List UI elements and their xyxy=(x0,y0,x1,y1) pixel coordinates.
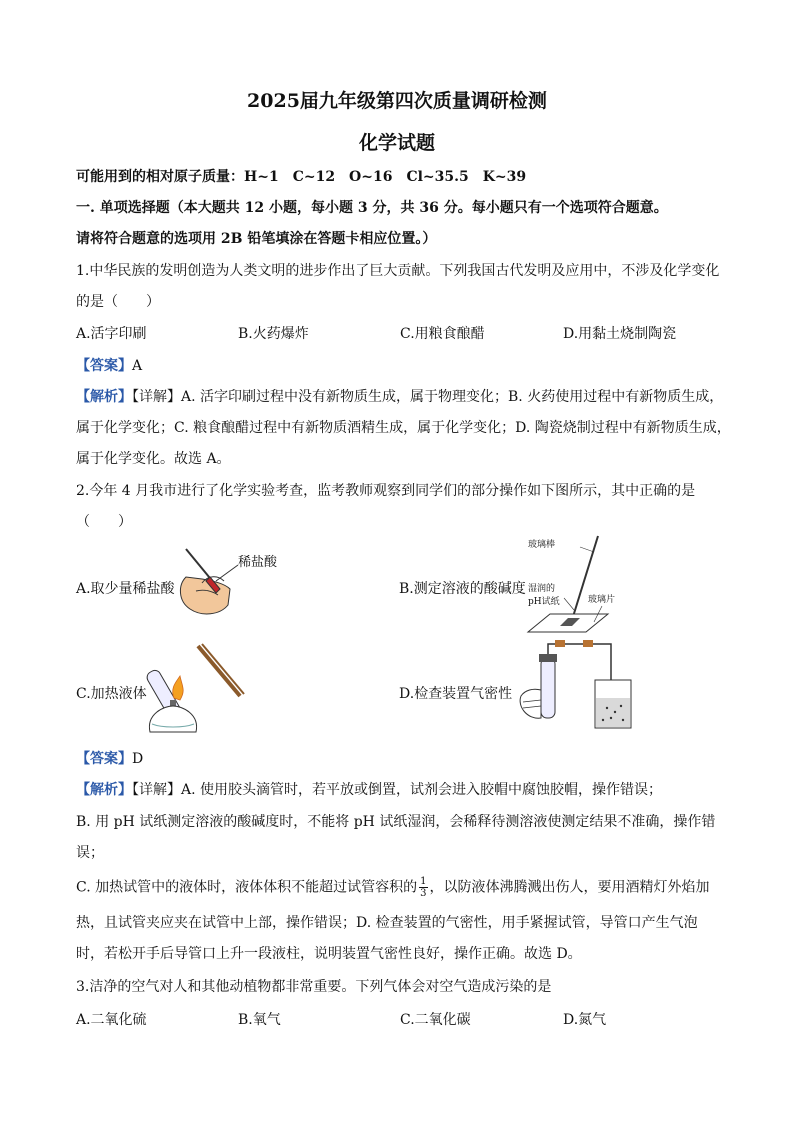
analysis-tag: 【解析】 xyxy=(76,389,132,405)
q1-option-d: D.用黏土烧制陶瓷 xyxy=(563,326,677,342)
q3-stem: 3.洁净的空气对人和其他动植物都非常重要。下列气体会对空气造成污染的是 xyxy=(76,979,552,995)
q1-analysis-line2: 属于化学变化；C. 粮食酿醋过程中有新物质酒精生成，属于化学变化；D. 陶瓷烧制过程中有新物质生成， xyxy=(76,420,731,436)
q2-stem-line1: 2.今年 4 月我市进行了化学实验考查，监考教师观察到同学们的部分操作如下图所示，其中正确的是 xyxy=(76,483,696,499)
q1-analysis-line3: 属于化学变化。故选 A。 xyxy=(76,451,231,467)
analysis-tag: 【解析】 xyxy=(76,782,132,798)
q2-analysis-line5: 热，且试管夹应夹在试管中上部，操作错误；D. 检查装置的气密性，用手紧握试管，导管口产生气泡 xyxy=(76,915,698,931)
q2-analysis-text1: 【详解】A. 使用胶头滴管时，若平放或倒置，试剂会进入胶帽中腐蚀胶帽，操作错误； xyxy=(132,782,663,798)
q2-stem-line2: （ ） xyxy=(76,514,132,530)
q1-analysis-line1 xyxy=(76,386,723,406)
q1-option-c: C.用粮食酿醋 xyxy=(400,326,485,342)
q2-analysis-line4 xyxy=(76,876,710,899)
q2-analysis-line1 xyxy=(76,779,662,799)
q3-option-c: C.二氧化碳 xyxy=(400,1012,471,1028)
dropper-label: 稀盐酸 xyxy=(238,555,278,570)
atomic-masses-line: 可能用到的相对原子质量：H~1 C~12 O~16 Cl~35.5 K~39 xyxy=(76,169,527,185)
q2-option-b: B.测定溶液的酸碱度 xyxy=(399,581,526,597)
q3-option-d: D.氮气 xyxy=(563,1012,607,1028)
dropper-hand-figure xyxy=(172,545,282,625)
section-heading-line2: 请将符合题意的选项用 2B 铅笔填涂在答题卡相应位置。） xyxy=(76,231,437,247)
q1-stem-line2: 的是（ ） xyxy=(76,294,160,310)
q1-option-a: A.活字印刷 xyxy=(76,326,147,342)
q3-option-a: A.二氧化硫 xyxy=(76,1012,147,1028)
ph-paper-figure xyxy=(520,530,650,640)
q2-analysis-text4-post: ，以防液体沸腾溅出伤人，要用酒精灯外焰加 xyxy=(429,879,710,896)
q2-analysis-line2: B. 用 pH 试纸测定溶液的酸碱度时，不能将 pH 试纸湿润，会稀释待测溶液使测定结果不准确，操作错 xyxy=(76,814,716,830)
exam-title: 2025届九年级第四次质量调研检测 xyxy=(247,90,547,112)
ph-paper-label: pH试纸 xyxy=(528,597,560,607)
q1-answer-value: A xyxy=(132,358,143,374)
answer-tag: 【答案】 xyxy=(76,358,132,374)
q2-option-a: A.取少量稀盐酸 xyxy=(76,581,175,597)
q3-option-b: B.氧气 xyxy=(238,1012,281,1028)
fraction-numerator: 1 xyxy=(420,876,427,887)
fraction-one-third xyxy=(419,876,427,899)
q2-option-d: D.检查装置气密性 xyxy=(399,686,513,702)
glass-rod-label: 玻璃棒 xyxy=(528,540,556,550)
q1-stem-line1: 1.中华民族的发明创造为人类文明的进步作出了巨大贡献。下列我国古代发明及应用中，不涉及化学变化 xyxy=(76,263,720,279)
fraction-denominator: 3 xyxy=(420,888,427,899)
q2-analysis-line6: 时，若松开手后导管口上升一段液柱，说明装置气密性良好，操作正确。故选 D。 xyxy=(76,946,582,962)
airtightness-figure xyxy=(515,640,645,740)
wet-label: 湿润的 xyxy=(528,584,556,594)
exam-subject: 化学试题 xyxy=(358,132,435,154)
section-heading-line1: 一. 单项选择题（本大题共 12 小题，每小题 3 分，共 36 分。每小题只有一个选项符合题意。 xyxy=(76,200,668,216)
q2-answer xyxy=(76,748,143,768)
glass-slide-label: 玻璃片 xyxy=(588,595,616,605)
q2-analysis-line3: 误； xyxy=(76,845,104,861)
heating-liquid-figure xyxy=(140,640,250,740)
q2-answer-value: D xyxy=(132,751,144,767)
q1-answer xyxy=(76,355,142,375)
q2-analysis-text4-pre: C. 加热试管中的液体时，液体体积不能超过试管容积的 xyxy=(76,879,418,896)
q2-option-c: C.加热液体 xyxy=(76,686,147,702)
q1-analysis-text1: 【详解】A. 活字印刷过程中没有新物质生成，属于物理变化；B. 火药使用过程中有新物质生成， xyxy=(132,389,724,405)
q1-option-b: B.火药爆炸 xyxy=(238,326,309,342)
answer-tag: 【答案】 xyxy=(76,751,132,767)
